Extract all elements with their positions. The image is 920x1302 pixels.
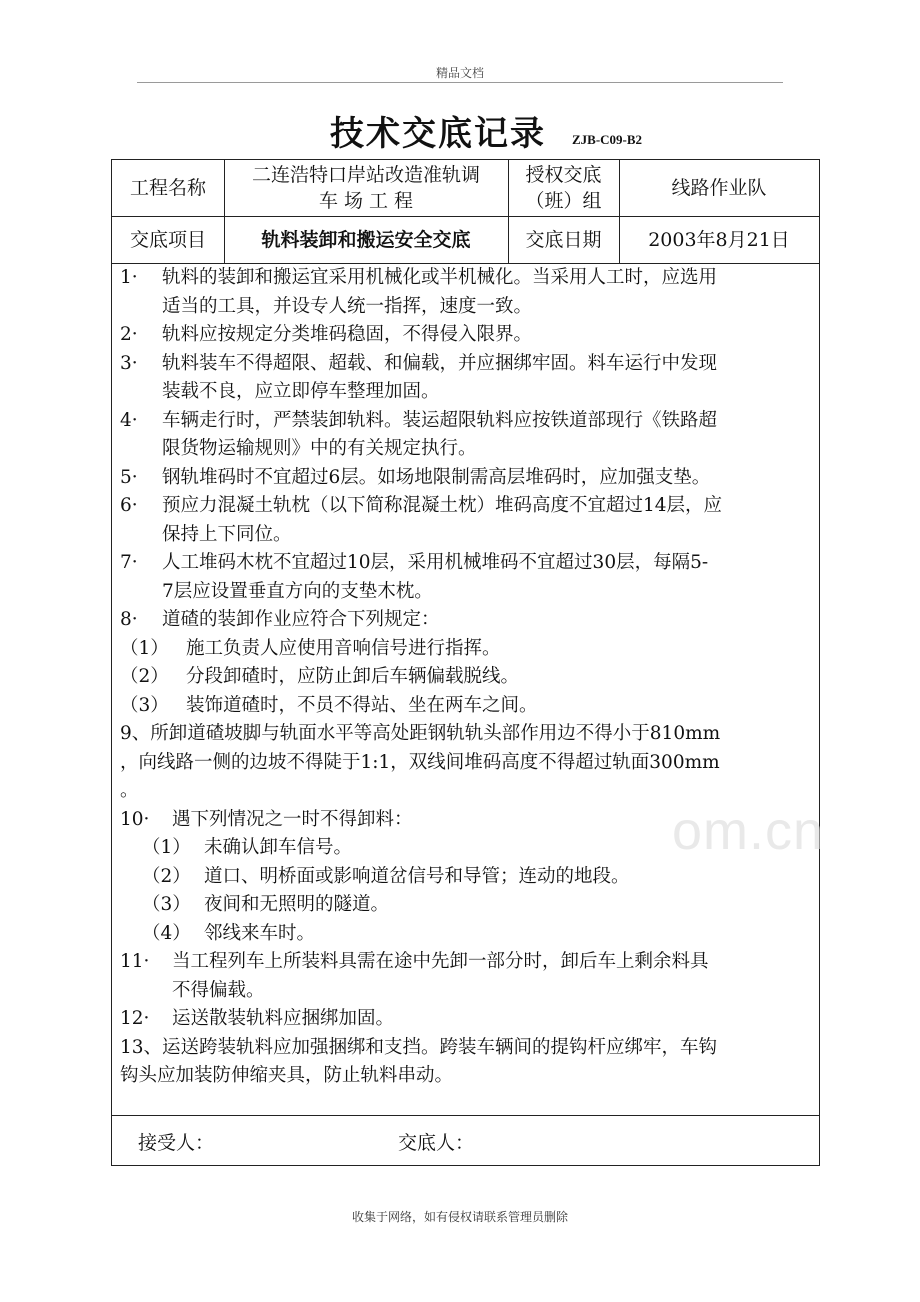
list-item — [120, 407, 814, 436]
item-text: 车辆走行时，严禁装卸轨料。装运超限轨料应按铁道部现行《铁路超 — [162, 409, 718, 431]
item-text: 当工程列车上所装料具需在途中先卸一部分时，卸后车上剩余料具 — [172, 951, 709, 972]
document-code: ZJB-C09-B2 — [572, 132, 643, 147]
briefing-form — [111, 159, 825, 1166]
list-item-continuation — [120, 578, 814, 607]
list-item-continuation — [120, 435, 814, 464]
item-text: 适当的工具，并设专人统一指挥，速度一致。 — [162, 295, 533, 317]
list-item-continuation — [120, 521, 814, 550]
list-item-continuation — [120, 378, 814, 407]
briefing-content — [120, 264, 814, 1091]
list-item — [120, 606, 814, 635]
list-item — [120, 549, 814, 578]
list-item — [120, 1005, 814, 1034]
item-text: 钩头应加装防伸缩夹具，防止轨料串动。 — [120, 1065, 454, 1086]
document-title: 技术交底记录 — [330, 114, 546, 154]
item-text: 。 — [120, 780, 139, 801]
sub-item-text: 邻线来车时。 — [204, 922, 316, 944]
sub-item — [120, 692, 814, 721]
item-text: 不得偏载。 — [172, 979, 265, 1001]
row-divider — [112, 1115, 819, 1116]
sub-item-number: （2） — [120, 666, 169, 687]
item-text: 预应力混凝土轨枕（以下简称混凝土枕）堆码高度不宜超过14层，应 — [162, 495, 723, 516]
presenter-signature-label: 交底人： — [398, 1132, 475, 1154]
item-number: 8· — [120, 609, 138, 630]
item-number: 4· — [120, 409, 138, 431]
header-divider — [137, 82, 783, 83]
item-text: 保持上下同位。 — [162, 523, 292, 545]
sub-item — [120, 635, 814, 664]
list-item — [120, 492, 814, 521]
watermark-text: om.cn — [672, 801, 825, 861]
item-number: 7· — [120, 552, 138, 573]
sub-item-text: 装饰道碴时，不员不得站、坐在两车之间。 — [186, 694, 538, 716]
item-number: 1· — [120, 267, 138, 288]
item-number: 10· — [120, 808, 150, 830]
paragraph-line — [120, 720, 814, 749]
sub-item-text: 道口、明桥面或影响道岔信号和导管；连动的地段。 — [204, 865, 630, 887]
list-item — [120, 264, 814, 293]
paragraph-line — [120, 1062, 814, 1091]
sub-item-text: 施工负责人应使用音响信号进行指挥。 — [186, 637, 501, 659]
project-name-label: 工程名称 — [129, 177, 206, 199]
item-number: 2· — [120, 324, 138, 345]
sub-item-number: （1） — [142, 837, 191, 858]
list-item-continuation — [120, 293, 814, 322]
list-item-continuation — [120, 977, 814, 1006]
project-name-line1: 二连浩特口岸站改造准轨调 — [251, 164, 480, 186]
item-number: 11· — [120, 951, 150, 972]
paragraph-line — [120, 1034, 814, 1063]
list-item — [120, 948, 814, 977]
item-text: 轨料应按规定分类堆码稳固，不得侵入限界。 — [162, 324, 533, 345]
sub-item — [120, 891, 814, 920]
item-text: 轨料的装卸和搬运宜采用机械化或半机械化。当采用人工时，应选用 — [162, 267, 718, 288]
sub-item-number: （2） — [142, 865, 191, 887]
sub-item — [120, 663, 814, 692]
sub-item-text: 分段卸碴时，应防止卸后车辆偏载脱线。 — [186, 666, 520, 687]
page-header-label: 精品文档 — [435, 66, 484, 80]
sub-item-text: 夜间和无照明的隧道。 — [204, 894, 390, 915]
receiver-signature-label: 接受人： — [138, 1132, 215, 1154]
item-text: 钢轨堆码时不宜超过6层。如场地限制需高层堆码时，应加强支垫。 — [162, 466, 711, 488]
date-label: 交底日期 — [525, 228, 602, 251]
item-text: 13、运送跨装轨料应加强捆绑和支挡。跨装车辆间的提钩杆应绑牢，车钩 — [120, 1036, 718, 1058]
item-text: 9、所卸道碴坡脚与轨面水平等高处距钢轨轨头部作用边不得小于810mm — [120, 723, 721, 744]
authorized-group-label — [508, 160, 619, 216]
item-text: 装载不良，应立即停车整理加固。 — [162, 381, 440, 402]
sub-item-number: （1） — [120, 637, 169, 659]
sub-item-number: （3） — [120, 694, 169, 716]
item-text: 道碴的装卸作业应符合下列规定： — [162, 609, 440, 630]
item-text: 运送散装轨料应捆绑加固。 — [172, 1008, 395, 1029]
item-text: 7层应设置垂直方向的支垫木枕。 — [162, 580, 433, 602]
list-item — [120, 321, 814, 350]
item-text: 人工堆码木枕不宜超过10层，采用机械堆码不宜超过30层，每隔5- — [162, 552, 709, 573]
sub-item-number: （4） — [142, 922, 191, 944]
item-number: 3· — [120, 352, 138, 374]
item-number: 5· — [120, 466, 138, 488]
project-name-value — [224, 160, 508, 216]
item-value: 轨料装卸和搬运安全交底 — [261, 228, 471, 251]
authorized-label-line2: （班）组 — [525, 190, 602, 212]
paragraph-line — [120, 749, 814, 778]
page-footer-note: 收集于网络，如有侵权请联系管理员删除 — [351, 1210, 568, 1224]
item-number: 12· — [120, 1008, 150, 1029]
sub-item-text: 未确认卸车信号。 — [204, 837, 353, 858]
list-item — [120, 350, 814, 379]
list-item — [120, 464, 814, 493]
sub-item — [120, 920, 814, 949]
title-block — [0, 112, 920, 162]
item-text: 限货物运输规则》中的有关规定执行。 — [162, 438, 477, 459]
item-text: 遇下列情况之一时不得卸料： — [172, 808, 413, 830]
item-text: 轨料装车不得超限、超载、和偏载，并应捆绑牢固。料车运行中发现 — [162, 352, 718, 374]
sub-item — [120, 863, 814, 892]
sub-item-number: （3） — [142, 894, 191, 915]
project-name-line2: 车 场 工 程 — [318, 190, 414, 212]
authorized-group-value: 线路作业队 — [671, 177, 767, 199]
item-text: ，向线路一侧的边坡不得陡于1:1，双线间堆码高度不得超过轨面300mm — [120, 751, 720, 773]
date-value: 2003年8月21日 — [648, 228, 790, 251]
item-label: 交底项目 — [129, 228, 206, 251]
item-number: 6· — [120, 495, 138, 516]
authorized-label-line1: 授权交底 — [525, 164, 602, 186]
